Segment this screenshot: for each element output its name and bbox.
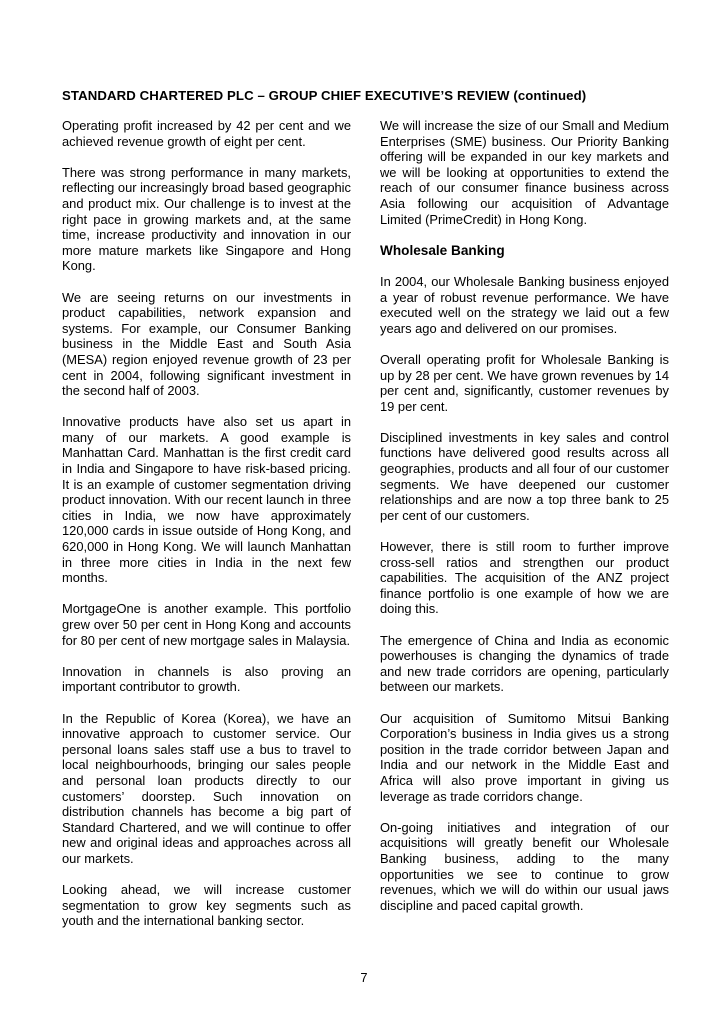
- paragraph: Operating profit increased by 42 per cent and we achieved revenue growth of eight per cent.: [62, 118, 351, 149]
- page-title: STANDARD CHARTERED PLC – GROUP CHIEF EXECUTIVE’S REVIEW (continued): [62, 88, 587, 103]
- paragraph: We will increase the size of our Small and Medium Enterprises (SME) business. Our Priority Banking offering will be expanded in our key markets and we will be looking at opportunities to extend the reach of our consumer finance business across Asia following our acquisition of Advantage Limited (PrimeCredit) in Hong Kong.: [380, 118, 669, 227]
- paragraph: Disciplined investments in key sales and control functions have delivered good results across all geographies, products and all four of our customer segments. We have deepened our customer relationships and are now a top three bank to 25 per cent of our customers.: [380, 429, 669, 523]
- paragraph: There was strong performance in many markets, reflecting our increasingly broad based geographic and product mix. Our challenge is to invest at the right pace in growing markets and, at the same time, increase productivity and innovation in our more mature markets like Singapore and Hong Kong.: [62, 164, 351, 274]
- right-column: [380, 118, 669, 929]
- paragraph: In 2004, our Wholesale Banking business enjoyed a year of robust revenue performance. We have executed well on the strategy we laid out a few years ago and delivered on our promises.: [380, 273, 669, 336]
- paragraph: Overall operating profit for Wholesale Banking is up by 28 per cent. We have grown revenues by 14 per cent and, significantly, customer revenues by 19 per cent.: [380, 351, 669, 414]
- paragraph: MortgageOne is another example. This portfolio grew over 50 per cent in Hong Kong and accounts for 80 per cent of new mortgage sales in Malaysia.: [62, 601, 351, 648]
- page-number: 7: [360, 970, 368, 985]
- section-heading-wholesale-banking: Wholesale Banking: [380, 242, 505, 258]
- paragraph: However, there is still room to further improve cross-sell ratios and strengthen our product capabilities. The acquisition of the ANZ project finance portfolio is one example of how we are doing this.: [380, 539, 669, 617]
- left-column: [62, 118, 351, 944]
- paragraph: Looking ahead, we will increase customer segmentation to grow key segments such as youth and the international banking sector.: [62, 882, 351, 929]
- paragraph: Innovative products have also set us apart in many of our markets. A good example is Manhattan Card. Manhattan is the first credit card in India and Singapore to have risk-based pricing. It is an example of customer segmentation driving product innovation. With our recent launch in three cities in India, we now have approximately 120,000 cards in issue outside of Hong Kong, and 620,000 in Hong Kong. We will launch Manhattan in three more cities in India in the next few months.: [62, 414, 351, 586]
- paragraph: Our acquisition of Sumitomo Mitsui Banking Corporation’s business in India gives us a strong position in the trade corridor between Japan and India and our network in the Middle East and Africa will also prove important in giving us leverage as trade corridors change.: [380, 710, 669, 804]
- paragraph: The emergence of China and India as economic powerhouses is changing the dynamics of trade and new trade corridors are opening, particularly between our markets.: [380, 632, 669, 695]
- paragraph: Innovation in channels is also proving an important contributor to growth.: [62, 663, 351, 695]
- paragraph: On-going initiatives and integration of our acquisitions will greatly benefit our Wholesale Banking business, adding to the many opportunities we see to continue to grow revenues, which we will do within our usual jaws discipline and paced capital growth.: [380, 819, 669, 913]
- paragraph: In the Republic of Korea (Korea), we have an innovative approach to customer service. Our personal loans sales staff use a bus to travel to local neighbourhoods, bringing our sales people and personal loan products directly to our customers’ doorstep. Such innovation on distribution channels has become a big part of Standard Chartered, and we will continue to offer new and original ideas and approaches across all our markets.: [62, 710, 351, 866]
- paragraph: We are seeing returns on our investments in product capabilities, network expansion and systems. For example, our Consumer Banking business in the Middle East and South Asia (MESA) region enjoyed revenue growth of 23 per cent in 2004, following significant investment in the second half of 2003.: [62, 289, 351, 399]
